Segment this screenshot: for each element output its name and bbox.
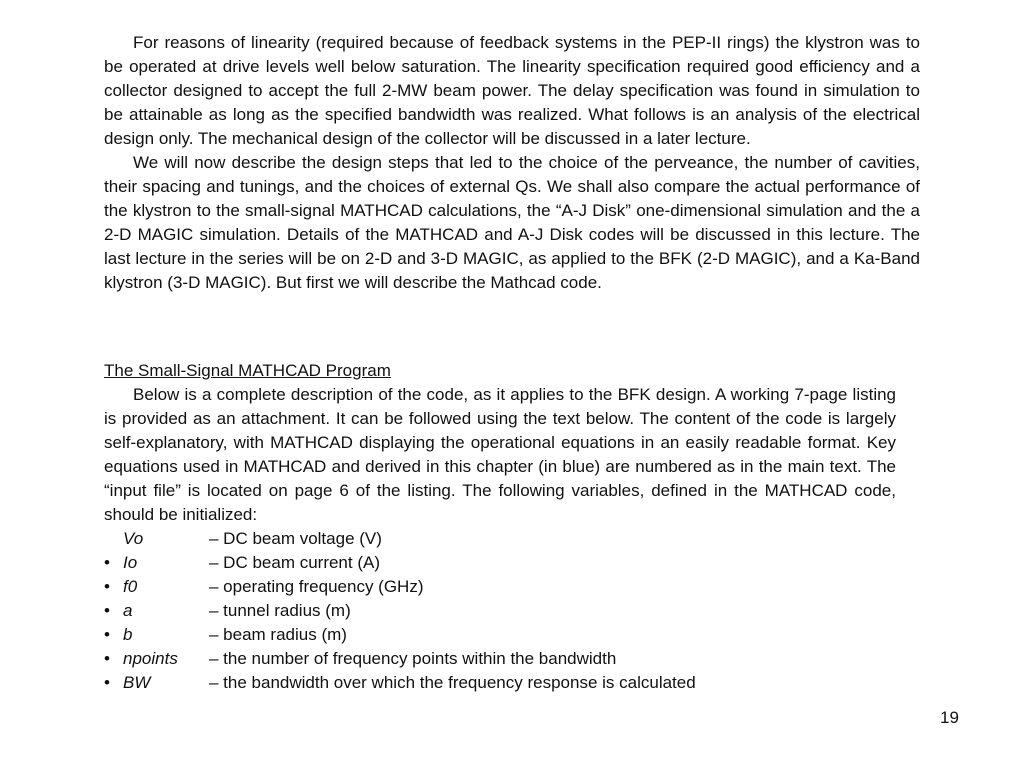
variable-item-vo xyxy=(104,527,896,551)
variable-name: BW xyxy=(123,673,151,692)
variable-description: – the bandwidth over which the frequency response is calculated xyxy=(209,673,696,692)
bullet-marker: • xyxy=(104,553,110,572)
variable-name: npoints xyxy=(123,649,178,668)
bullet-marker: • xyxy=(104,673,110,692)
page-number: 19 xyxy=(940,708,959,727)
variable-name: Io xyxy=(123,553,138,572)
variable-description: – beam radius (m) xyxy=(209,625,347,644)
section-heading: The Small-Signal MATHCAD Program xyxy=(104,361,391,380)
variable-description: – operating frequency (GHz) xyxy=(209,577,424,596)
bullet-marker: • xyxy=(104,601,110,620)
section-paragraph: Below is a complete description of the code, as it applies to the BFK design. A working 7-page listing is provided as an attachment. It can be followed using the text below. The content of the code is largely self-explanatory, with MATHCAD displaying the operational equations in an easily readable format. Key equations used in MATHCAD and derived in this chapter (in blue) are numbered as in the main text. The “input file” is located on page 6 of the listing. The following variables, defined in the MATHCAD code, should be initialized: xyxy=(104,385,896,524)
variable-description: – the number of frequency points within the bandwidth xyxy=(209,649,617,668)
variable-item-a xyxy=(104,599,896,623)
bullet-marker xyxy=(104,527,123,551)
variable-description: – DC beam current (A) xyxy=(209,553,380,572)
bullet-marker: • xyxy=(104,649,110,668)
variable-item-b xyxy=(104,623,896,647)
variable-item-io xyxy=(104,551,896,575)
variable-item-npoints xyxy=(104,647,896,671)
variable-item-f0 xyxy=(104,575,896,599)
intro-paragraph-2: We will now describe the design steps that led to the choice of the perveance, the number of cavities, their spacing and tunings, and the choices of external Qs. We shall also compare the actual performance of the klystron to the small-signal MATHCAD calculations, the “A-J Disk” one-dimensional simulation and the a 2-D MAGIC simulation. Details of the MATHCAD and A-J Disk codes will be discussed in this lecture. The last lecture in the series will be on 2-D and 3-D MAGIC, as applied to the BFK (2-D MAGIC), and a Ka-Band klystron (3-D MAGIC). But first we will describe the Mathcad code. xyxy=(104,153,920,292)
variable-list xyxy=(104,527,896,695)
bullet-marker: • xyxy=(104,625,110,644)
bullet-marker: • xyxy=(104,577,110,596)
variable-name: b xyxy=(123,625,133,644)
variable-item-bw xyxy=(104,671,896,695)
variable-name: Vo xyxy=(123,529,144,548)
variable-description: – DC beam voltage (V) xyxy=(209,529,382,548)
intro-paragraph-1: For reasons of linearity (required because of feedback systems in the PEP-II rings) the klystron was to be operated at drive levels well below saturation. The linearity specification required good efficiency and a collector designed to accept the full 2-MW beam power. The delay specification was found in simulation to be attainable as long as the specified bandwidth was realized. What follows is an analysis of the electrical design only. The mechanical design of the collector will be discussed in a later lecture. xyxy=(104,33,920,148)
mathcad-section xyxy=(104,359,896,695)
variable-description: – tunnel radius (m) xyxy=(209,601,351,620)
variable-name: a xyxy=(123,601,133,620)
variable-name: f0 xyxy=(123,577,138,596)
intro-section xyxy=(104,31,920,295)
